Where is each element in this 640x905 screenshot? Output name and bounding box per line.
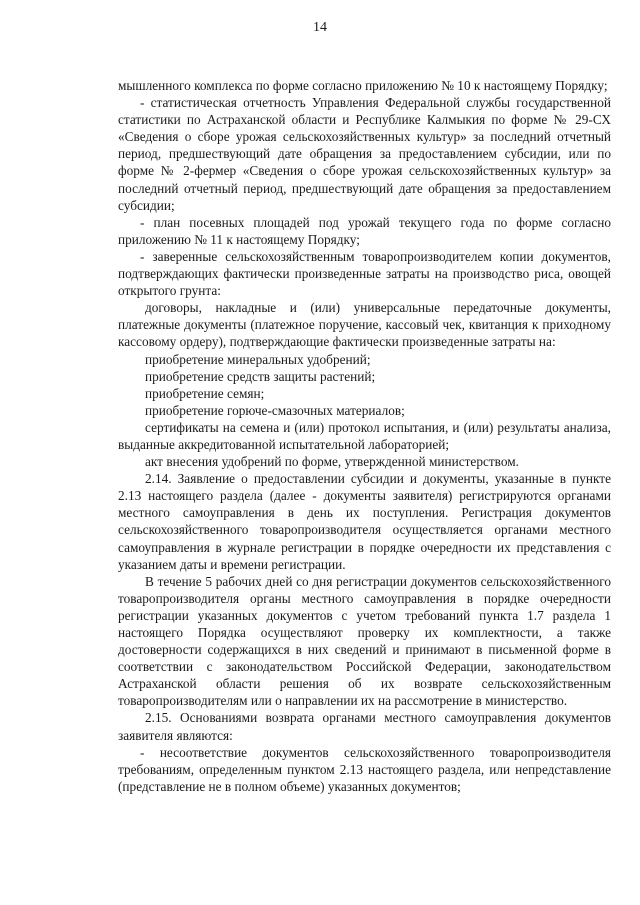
paragraph-five-days: В течение 5 рабочих дней со дня регистрации документов сельскохозяйственного товаропроизводителя органы местного самоуправления в порядке очередности регистрации указанных документов с учетом требований пункта 1.7 раздела 1 настоящего Порядка осуществляют проверку их комплектности, а также достоверности содержащихся в них сведений и принимают в письменной форме в соответствии с законодательством Российской Федерации, законодательством Астраханской области решения об их возврате сельскохозяйственным товаропроизводителям или о направлении их на рассмотрение в министерство. xyxy=(118,573,611,709)
paragraph-contracts: договоры, накладные и (или) универсальные передаточные документы, платежные документы (платежное поручение, кассовый чек, квитанция к приходному кассовому ордеру), подтверждающие фактически произведенные затраты на: xyxy=(118,300,611,350)
list-item-plant-protection: приобретение средств защиты растений; xyxy=(145,368,376,384)
paragraph-certified-copies: - заверенные сельскохозяйственным товаропроизводителем копии документов, подтверждающих фактически произведенные затраты на производство риса, овощей открытого грунта: xyxy=(118,248,611,299)
list-item-seeds: приобретение семян; xyxy=(145,385,265,401)
list-item-fertilizers: приобретение минеральных удобрений; xyxy=(145,351,371,367)
paragraph-fertilizer-act: акт внесения удобрений по форме, утвержденной министерством. xyxy=(145,454,520,470)
page-number: 14 xyxy=(313,20,327,35)
paragraph-continuation: мышленного комплекса по форме согласно приложению № 10 к настоящему Порядку; xyxy=(118,78,608,93)
paragraph-2-14: 2.14. Заявление о предоставлении субсидии и документы, указанные в пункте 2.13 настоящего раздела (далее - документы заявителя) регистрируются органами местного самоуправления в день их поступления. Регистрация документов сельскохозяйственного товаропроизводителя осуществляется органами местного самоуправления в журнале регистрации в порядке очередности их представления с указанием даты и времени регистрации. xyxy=(118,471,611,572)
list-item-fuel: приобретение горюче-смазочных материалов; xyxy=(145,402,405,418)
paragraph-2-15: 2.15. Основаниями возврата органами местного самоуправления документов заявителя являются: xyxy=(118,710,611,743)
paragraph-statistics: - статистическая отчетность Управления Федеральной службы государственной статистики по Астраханской области и Республике Калмыкия по форме № 29-СХ «Сведения о сборе урожая сельскохозяйственных культур» за последний отчетный период, предшествующий дате обращения за предоставлением субсидии, или по форме № 2-фермер «Сведения о сборе урожая сельскохозяйственных культур» за последний отчетный период, предшествующий дате обращения за предоставлением субсидии; xyxy=(118,95,611,213)
paragraph-sowing-plan: - план посевных площадей под урожай текущего года по форме согласно приложению № 11 к настоящему Порядку; xyxy=(118,214,611,247)
paragraph-non-compliance: - несоответствие документов сельскохозяйственного товаропроизводителя требованиям, определенным пунктом 2.13 настоящего раздела, или непредставление (представление не в полном объеме) указанных документов; xyxy=(118,744,611,794)
paragraph-certificates: сертификаты на семена и (или) протокол испытания, и (или) результаты анализа, выданные аккредитованной испытательной лабораторией; xyxy=(118,419,611,452)
document-body xyxy=(118,77,611,795)
